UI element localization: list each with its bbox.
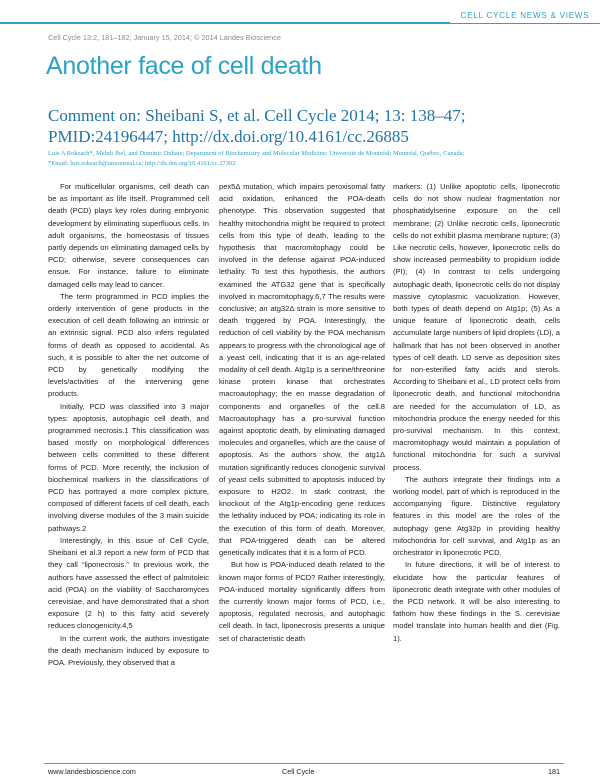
footer-website[interactable]: www.landesbioscience.com <box>48 767 136 776</box>
section-label: CELL CYCLE NEWS & VIEWS <box>450 9 600 23</box>
column-2 <box>219 181 385 645</box>
journal-info: Cell Cycle 13:2, 181–182; January 15, 2014; © 2014 Landes Bioscience <box>48 33 281 42</box>
paragraph: But how is POA-induced death related to the known major forms of PCD? Rather interestingly, POA-induced mortality significantly differs from the currently known major forms of PCD, i.e., apoptosis, regulated necrosis, and autophagic cell death. In fact, liponecrosis presents a unique set of characteristic death <box>219 560 385 643</box>
page-number: 181 <box>548 767 560 776</box>
paragraph: pex5Δ mutation, which impairs peroxisomal fatty acid oxidation, enhanced the POA-death phenotype. This observation suggested that healthy mitochondria might be required to protect cells from this type of death, leading to the hypothesis that macromitophagy could be involved in the defense against POA-induced lethality. To test this hypothesis, the authors examined the ATG32 gene that is specifically involved in macromitophagy.6,7 The results were conclusive; an atg32Δ strain is more sensitive to death triggered by POA. Interestingly, the reduction of cell viability by the POA mechanism appears to progress with the chronological age of a yeast cell, indicating that it is an age-related modality of cell death. Atg1p is a serine/threonine kinase protein kinase that orchestrates macroautophagy; the en masse degradation of components and organelles of the cell.8 Macroautophagy has a pro-survival function against apoptotic death, by eliminating damaged molecules and organelles, which are the cause of apoptosis. As the authors show, the atg1Δ mutation significantly reduces clonogenic survival of yeast cells submitted to apoptosis induced by exposure to H2O2. In stark contrast, the knockout of the Atg1p-encoding gene reduces the lethality induced by POA; indicating its role in the execution of this form of death. Moreover, that POA-triggered death can be altered genetically indicates that it is a form of PCD. <box>219 182 385 558</box>
paragraph: In future directions, it will be of interest to elucidate how the particular features of liponecrotic death integrate with other modules of the PCD network. It will be also interesting to fathom how these findings in the S. cerevisiae model translate into human health and diet (Fig. 1). <box>393 560 560 643</box>
paragraph: Initially, PCD was classified into 3 major types: apoptosis, autophagic cell death, and programmed necrosis.1 This classification was based mostly on morphological differences between cells committed to these different forms of PCD. More recently, the inclusion of biochemical markers in the classifications of PCD has portrayed a more complex picture, composed of different facets of cell death, each involving diverse modules of the 3 main suicide pathways.2 <box>48 401 209 533</box>
paragraph: The term programmed in PCD implies the orderly intervention of gene products in the execution of cell death following an intrinsic or an extrinsic signal. PCD also infers regulated forms of death as opposed to accidental. As such, it is possible to alter the net outcome of PCD by genetically modifying the levels/activities of the intervening gene products. <box>48 291 209 399</box>
paragraph: The authors integrate their findings into a working model, part of which is reproduced in the accompanying figure. Distinctive regulatory features in this model are the roles of the autophagy gene Atg32p in providing healthy mitochondria for cell survival, and Atg1p as an orchestrator in liponecrotic PCD. <box>393 474 560 558</box>
column-3 <box>393 181 560 645</box>
comment-on-citation: Comment on: Sheibani S, et al. Cell Cycle 2014; 13: 138–47; PMID:24196447; http://dx.doi.org/10.4161/cc.26885 <box>48 106 466 146</box>
article-title: Another face of cell death <box>46 52 322 80</box>
column-1 <box>48 181 209 669</box>
footer-rule <box>44 763 564 764</box>
paragraph: For multicellular organisms, cell death can be as important as life itself. Programmed cell death (PCD) plays key roles during embryonic development by eliminating superfluous cells. In adult organisms, the homeostasis of tissues partly depends on eliminating damaged cells by PCD; otherwise, severe consequences can ensue. For instance, failure to eliminate damaged cells may lead to cancer. <box>48 182 209 289</box>
paragraph: In the current work, the authors investigate the death mechanism induced by exposure to POA. Previously, they observed that a <box>48 633 209 667</box>
paragraph: Interestingly, in this issue of Cell Cycle, Sheibani et al.3 report a new form of PCD that they call “liponecrosis.” In previous work, the authors have assessed the effect of palmitoleic acid (POA) on the viability of Saccharomyces cerevisiae, and have demonstrated that a short exposure (2 h) to this fatty acid severely reduces clonogenicity.4,5 <box>48 535 209 631</box>
authors-line: Luis A Rokeach*, Mehdi Jbel, and Dominic Duhaie; Department of Biochemistry and Molecular Medicine; Université de Montréal; Montréal, Québec, Canada; <box>48 150 465 157</box>
footer-journal: Cell Cycle <box>282 767 315 776</box>
author-affiliation <box>48 149 588 168</box>
email-doi-line: *Email: luis.rokeach@umontreal.ca; http://dx.doi.org/10.4161/cc.27302 <box>48 159 236 167</box>
paragraph: markers: (1) Unlike apoptotic cells, liponecrotic cells do not show nuclear fragmentation nor phosphatidylserine exposure on the cell membrane; (2) Unlike necrotic cells, liponecrotic cells do not exhibit plasma membrane rupture; (3) Like necrotic cells, however, liponecrotic cells do show increased permeability to propidium iodide (PI); (4) In contrast to cells undergoing autophagic death, liponecrotic cells do not display massive cytoplasmic vacuolization. However, both types of death depend on Atg1p; (5) As a unique feature of liponecrotic death, cells accumulate large numbers of lipid droplets (LD), a hallmark that has not been observed in another types of cell death. LD serve as deposition sites for non-esterified fatty acids and sterols. According to Sheibani et al., LD protect cells from liponecrotic death, and functional mitochondria are needed for the accumulation of LD, as mitochondria produce the energy needed for this pro-survival mechanism. In this context, macromitophagy would maintain a population of functional mitochondria for such a survival process. <box>393 182 560 472</box>
